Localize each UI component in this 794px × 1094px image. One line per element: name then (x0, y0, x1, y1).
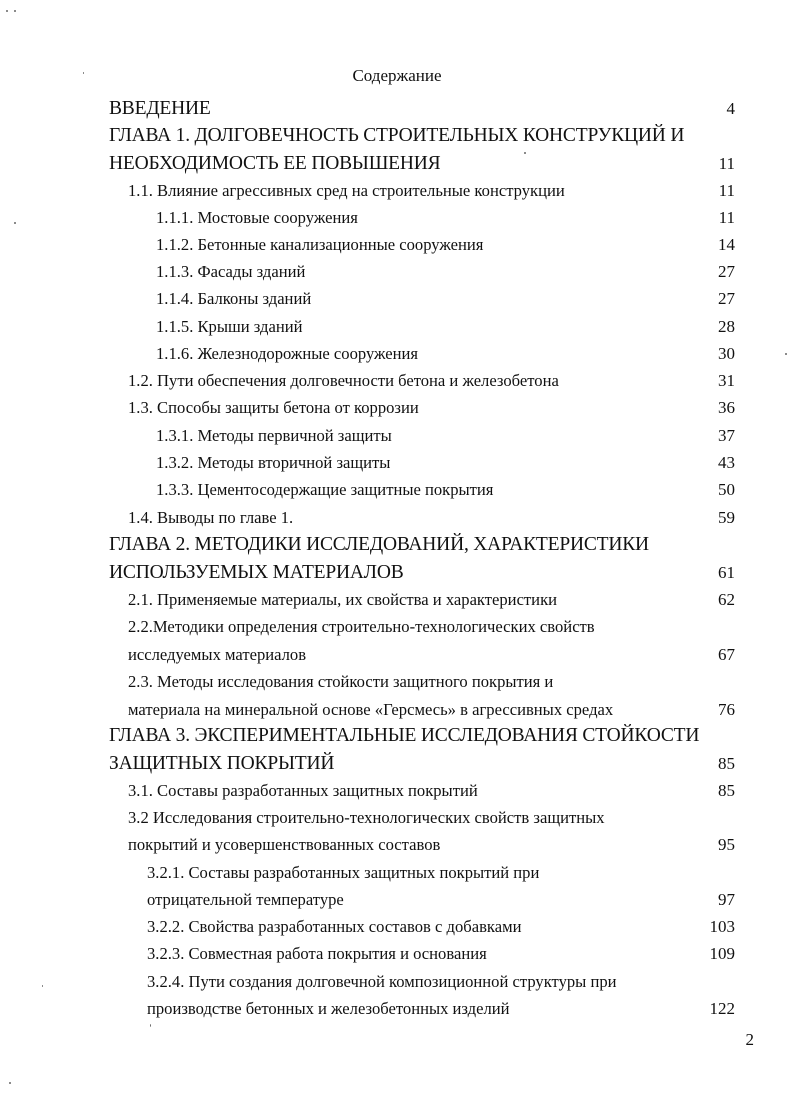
toc-entry-text: исследуемых материалов (128, 645, 307, 664)
toc-entry-text: ГЛАВА 2. МЕТОДИКИ ИССЛЕДОВАНИЙ, ХАРАКТЕРИСТИКИ (109, 534, 649, 555)
toc-entry-text: 1.3.2. Методы вторичной защиты (156, 453, 391, 472)
toc-entry-page: 27 (718, 289, 735, 308)
toc-row (0, 476, 794, 504)
toc-entry-page: 109 (709, 944, 735, 963)
toc-entry-page: 43 (718, 453, 735, 472)
toc-entry-text: 2.2.Методики определения строительно-технологических свойств (128, 617, 595, 636)
toc-entry-text: ГЛАВА 3. ЭКСПЕРИМЕНТАЛЬНЫЕ ИССЛЕДОВАНИЯ СТОЙКОСТИ (109, 725, 700, 746)
toc-entry-text: 3.2.3. Совместная работа покрытия и основания (147, 944, 487, 963)
toc-entry-page: 61 (718, 563, 735, 582)
toc-row (0, 696, 794, 724)
toc-entry-text: 1.4. Выводы по главе 1. (128, 508, 294, 527)
toc-entry-text: 1.1.3. Фасады зданий (156, 262, 306, 281)
toc-entry-page: 85 (718, 781, 735, 800)
toc-entry-page: 122 (709, 999, 735, 1018)
toc-entry-page: 67 (718, 645, 735, 664)
toc-entry-text: 1.3.3. Цементосодержащие защитные покрытия (156, 480, 494, 499)
toc-entry-page: 30 (718, 344, 735, 363)
toc-row (0, 204, 794, 232)
toc-row (0, 531, 794, 559)
toc-entry-page: 37 (718, 426, 735, 445)
toc-entry-text: покрытий и усовершенствованных составов (128, 835, 441, 854)
toc-entry-text: ЗАЩИТНЫХ ПОКРЫТИЙ (109, 753, 335, 774)
toc-row (0, 150, 794, 178)
toc-entry-text: 1.1.5. Крыши зданий (156, 317, 303, 336)
toc-row (0, 559, 794, 587)
toc-entry-text: 1.1.6. Железнодорожные сооружения (156, 344, 419, 363)
toc-entry-text: отрицательной температуре (147, 890, 344, 909)
scan-speck (14, 222, 16, 224)
toc-row (0, 95, 794, 123)
toc-entry-text: 3.2.4. Пути создания долговечной композиционной структуры при (147, 972, 617, 991)
toc-row (0, 367, 794, 395)
toc-row (0, 641, 794, 669)
toc-row (0, 586, 794, 614)
toc-row (0, 258, 794, 286)
toc-entry-text: материала на минеральной основе «Герсмесь» в агрессивных средах (128, 700, 614, 719)
toc-entry-text: 1.1.1. Мостовые сооружения (156, 208, 358, 227)
page-number: 2 (745, 1030, 754, 1049)
toc-entry-text: ВВЕДЕНИЕ (109, 98, 211, 119)
toc-entry-text: 3.2.2. Свойства разработанных составов с добавками (147, 917, 522, 936)
toc-entry-page: 36 (718, 398, 735, 417)
toc-row (0, 831, 794, 859)
scan-speck (83, 72, 84, 74)
toc-row (0, 859, 794, 887)
toc-entry-page: 103 (709, 917, 735, 936)
scan-speck (150, 1024, 151, 1027)
scan-speck (42, 985, 43, 987)
toc-entry-text: НЕОБХОДИМОСТЬ ЕЕ ПОВЫШЕНИЯ (109, 153, 441, 174)
toc-row (0, 777, 794, 805)
toc-entry-text: ИСПОЛЬЗУЕМЫХ МАТЕРИАЛОВ (109, 562, 404, 583)
toc-entry-page: 97 (718, 890, 735, 909)
toc-row (0, 995, 794, 1023)
toc-entry-page: 95 (718, 835, 735, 854)
toc-row (0, 968, 794, 996)
toc-entry-page: 27 (718, 262, 735, 281)
toc-row (0, 394, 794, 422)
toc-entry-text: 1.2. Пути обеспечения долговечности бетона и железобетона (128, 371, 559, 390)
toc-entry-text: ГЛАВА 1. ДОЛГОВЕЧНОСТЬ СТРОИТЕЛЬНЫХ КОНСТРУКЦИЙ И (109, 125, 685, 146)
toc-entry-text: 1.1.4. Балконы зданий (156, 289, 312, 308)
toc-entry-page: 62 (718, 590, 735, 609)
toc-row (0, 313, 794, 341)
toc-row (0, 750, 794, 778)
toc-row (0, 668, 794, 696)
toc-row (0, 504, 794, 532)
toc-entry-page: 59 (718, 508, 735, 527)
toc-entry-text: производстве бетонных и железобетонных изделий (147, 999, 510, 1018)
scan-speck (785, 353, 787, 355)
toc-entry-text: 1.3. Способы защиты бетона от коррозии (128, 398, 419, 417)
scan-speck (9, 1082, 11, 1084)
toc-entry-page: 4 (726, 99, 735, 118)
toc-entry-page: 31 (718, 371, 735, 390)
toc-entry-page: 14 (718, 235, 735, 254)
toc-row (0, 940, 794, 968)
toc-row (0, 913, 794, 941)
scan-speck (6, 10, 8, 12)
toc-row (0, 722, 794, 750)
toc-entry-page: 76 (718, 700, 735, 719)
toc-entry-text: 2.3. Методы исследования стойкости защитного покрытия и (128, 672, 554, 691)
toc-entry-page: 11 (718, 208, 735, 227)
toc-row (0, 340, 794, 368)
toc-row (0, 122, 794, 150)
toc-row (0, 804, 794, 832)
toc-entry-text: 1.3.1. Методы первичной защиты (156, 426, 392, 445)
toc-entry-text: 2.1. Применяемые материалы, их свойства и характеристики (128, 590, 558, 609)
toc-entry-text: 3.2.1. Составы разработанных защитных покрытий при (147, 863, 540, 882)
page-title: Содержание (352, 66, 442, 85)
toc-entry-page: 85 (718, 754, 735, 773)
toc-entry-page: 11 (718, 181, 735, 200)
toc-row (0, 449, 794, 477)
toc-entry-text: 3.2 Исследования строительно-технологических свойств защитных (128, 808, 605, 827)
toc-entry-page: 11 (718, 154, 735, 173)
toc-entry-page: 50 (718, 480, 735, 499)
toc-row (0, 231, 794, 259)
scan-speck (524, 152, 526, 154)
toc-entry-text: 3.1. Составы разработанных защитных покрытий (128, 781, 478, 800)
toc-row (0, 886, 794, 914)
toc-entry-text: 1.1.2. Бетонные канализационные сооружения (156, 235, 484, 254)
toc-entry-page: 28 (718, 317, 735, 336)
toc-row (0, 285, 794, 313)
toc-row (0, 422, 794, 450)
toc-entry-text: 1.1. Влияние агрессивных сред на строительные конструкции (128, 181, 565, 200)
toc-row (0, 613, 794, 641)
scan-speck (14, 10, 16, 12)
toc-row (0, 177, 794, 205)
